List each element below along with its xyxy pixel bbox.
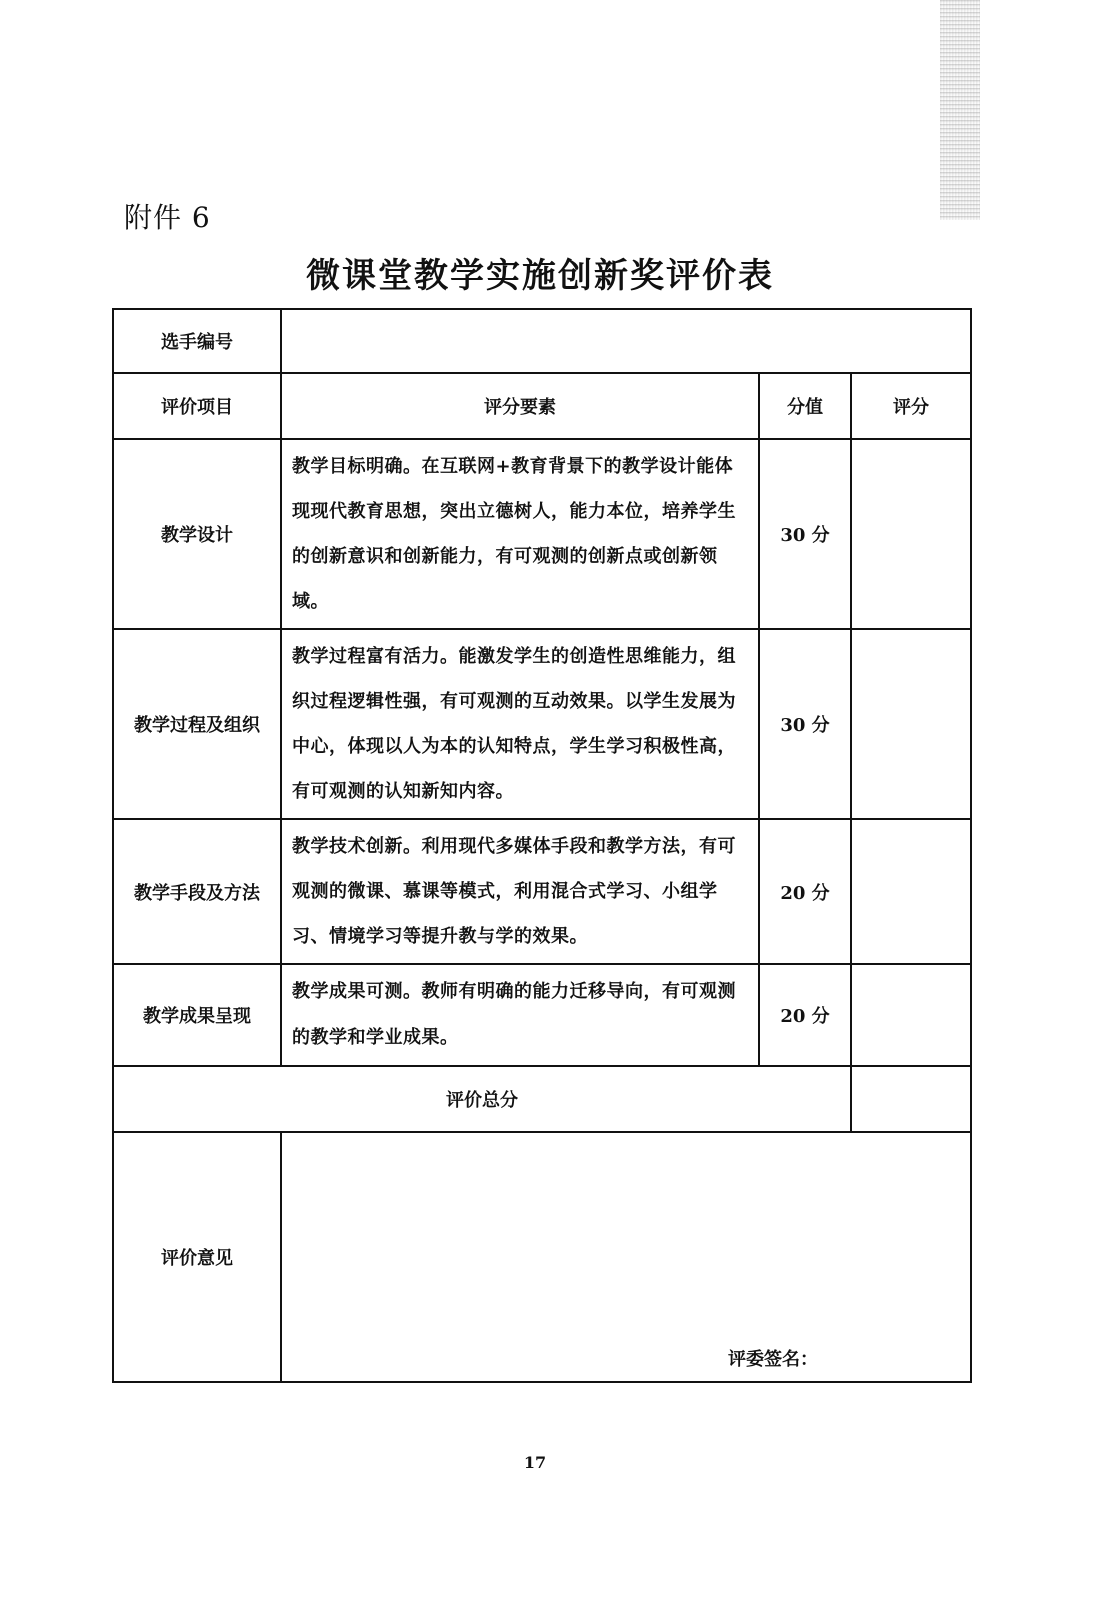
score-field[interactable] [851,629,971,819]
criteria-text: 教学成果可测。教师有明确的能力迁移导向，有可观测的教学和学业成果。 [281,964,759,1066]
criteria-text: 教学目标明确。在互联网+教育背景下的教学设计能体现现代教育思想，突出立德树人，能力本位，培养学生的创新意识和创新能力，有可观测的创新点或创新领域。 [281,439,759,629]
header-row [113,373,971,439]
scan-artifact [940,0,980,220]
table-row [113,964,971,1066]
header-item: 评价项目 [113,373,281,439]
page-number: 17 [523,1453,547,1472]
points-value: 20 分 [759,964,851,1066]
item-label: 教学手段及方法 [113,819,281,964]
points-value: 30 分 [759,629,851,819]
points-value: 30 分 [759,439,851,629]
comments-row [113,1132,971,1382]
item-label: 教学成果呈现 [113,964,281,1066]
score-field[interactable] [851,439,971,629]
comments-field[interactable] [281,1132,971,1382]
total-label: 评价总分 [113,1066,851,1132]
table-row [113,439,971,629]
header-points: 分值 [759,373,851,439]
item-label: 教学过程及组织 [113,629,281,819]
score-field[interactable] [851,819,971,964]
table-row [113,629,971,819]
table-row [113,819,971,964]
criteria-text: 教学技术创新。利用现代多媒体手段和教学方法，有可观测的微课、慕课等模式，利用混合式学习、小组学习、情境学习等提升教与学的效果。 [281,819,759,964]
contestant-id-field[interactable] [281,309,971,373]
header-criteria: 评分要素 [281,373,759,439]
total-score-field[interactable] [851,1066,971,1132]
points-value: 20 分 [759,819,851,964]
comments-label: 评价意见 [113,1132,281,1382]
criteria-text: 教学过程富有活力。能激发学生的创造性思维能力，组织过程逻辑性强，有可观测的互动效果。以学生发展为中心，体现以人为本的认知特点，学生学习积极性高，有可观测的认知新知内容。 [281,629,759,819]
item-label: 教学设计 [113,439,281,629]
page-title: 微课堂教学实施创新奖评价表 [306,256,774,296]
attachment-label: 附件 6 [124,201,211,234]
contestant-id-row [113,309,971,373]
total-row [113,1066,971,1132]
evaluation-table [112,308,972,1383]
score-field[interactable] [851,964,971,1066]
header-score: 评分 [851,373,971,439]
contestant-id-label: 选手编号 [113,309,281,373]
signature-label: 评委签名： [728,1349,819,1370]
